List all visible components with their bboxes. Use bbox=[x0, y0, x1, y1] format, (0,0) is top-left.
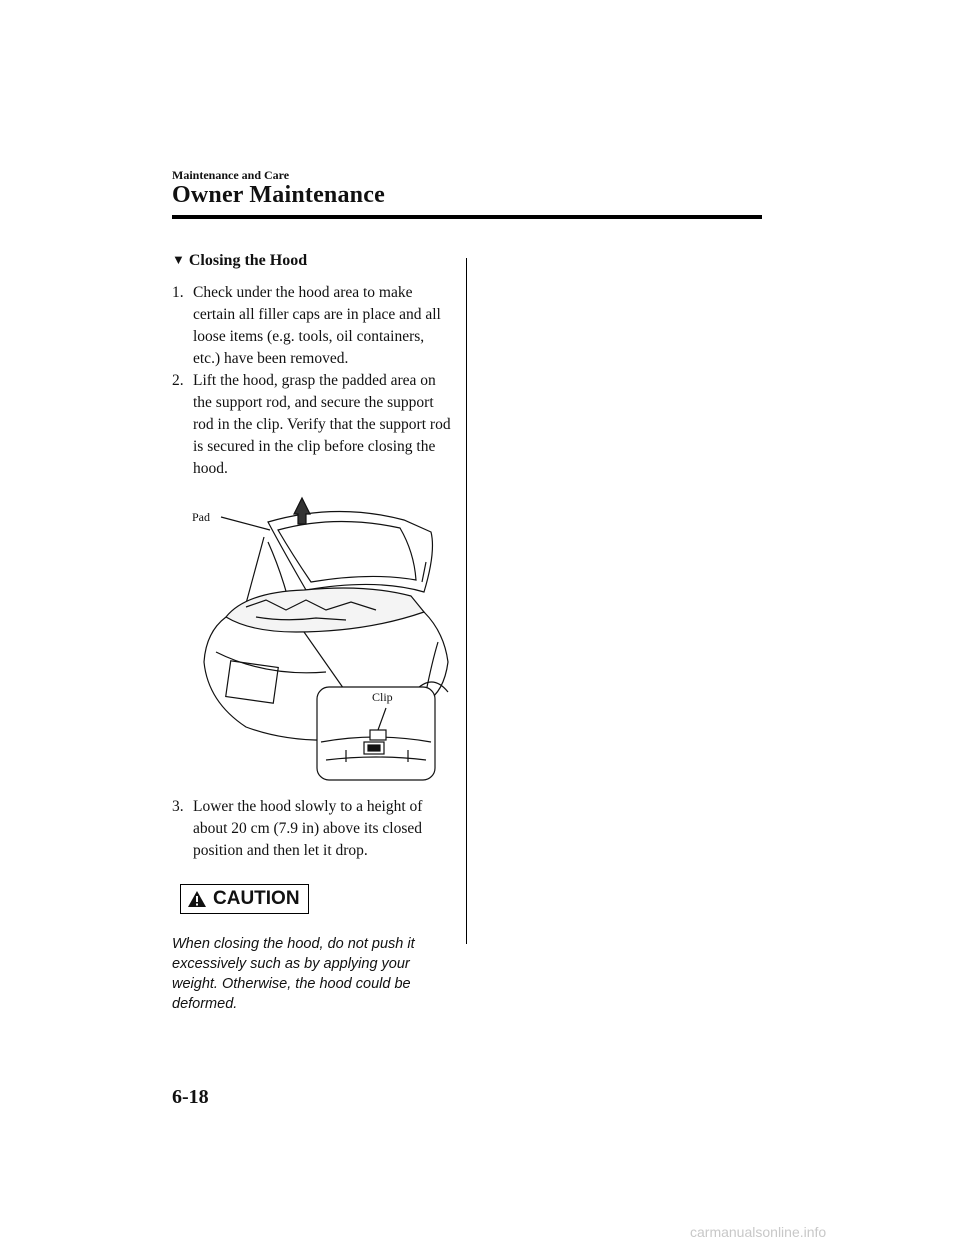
step-2 bbox=[172, 370, 452, 480]
hood-illustration bbox=[186, 492, 456, 782]
header-rule bbox=[172, 215, 762, 219]
step-text: Lower the hood slowly to a height of about 20 cm (7.9 in) above its closed position and then let it drop. bbox=[193, 798, 423, 859]
triangle-down-icon: ▼ bbox=[172, 252, 185, 267]
car-hood-drawing bbox=[186, 492, 456, 782]
pad-label: Pad bbox=[192, 510, 210, 524]
caution-text: When closing the hood, do not push it excessively such as by applying your weight. Otherwise, the hood could be deformed. bbox=[172, 936, 415, 1012]
section-heading bbox=[172, 252, 452, 270]
chapter-title: Owner Maintenance bbox=[172, 182, 385, 208]
caution-box bbox=[180, 884, 309, 914]
watermark: carmanualsonline.info bbox=[690, 1224, 827, 1240]
step-3 bbox=[172, 796, 452, 862]
column-divider bbox=[466, 258, 467, 944]
page-number: 6-18 bbox=[172, 1086, 209, 1108]
step-number: 2. bbox=[172, 372, 184, 389]
step-number: 1. bbox=[172, 284, 184, 301]
left-column bbox=[172, 252, 452, 1014]
section-label: Maintenance and Care bbox=[172, 168, 290, 182]
section-heading-text: Closing the Hood bbox=[188, 252, 308, 269]
step-text: Check under the hood area to make certain all filler caps are in place and all loose items (e.g. tools, oil containers, etc.) have been removed. bbox=[193, 284, 441, 367]
step-1 bbox=[172, 282, 452, 370]
warning-icon bbox=[187, 890, 207, 908]
step-number: 3. bbox=[172, 798, 184, 815]
caution-label: CAUTION bbox=[213, 888, 300, 909]
step-text: Lift the hood, grasp the padded area on the support rod, and secure the support rod in the clip. Verify that the support rod is secured in the clip before closing the hood. bbox=[193, 372, 451, 477]
clip-label: Clip bbox=[372, 690, 393, 704]
